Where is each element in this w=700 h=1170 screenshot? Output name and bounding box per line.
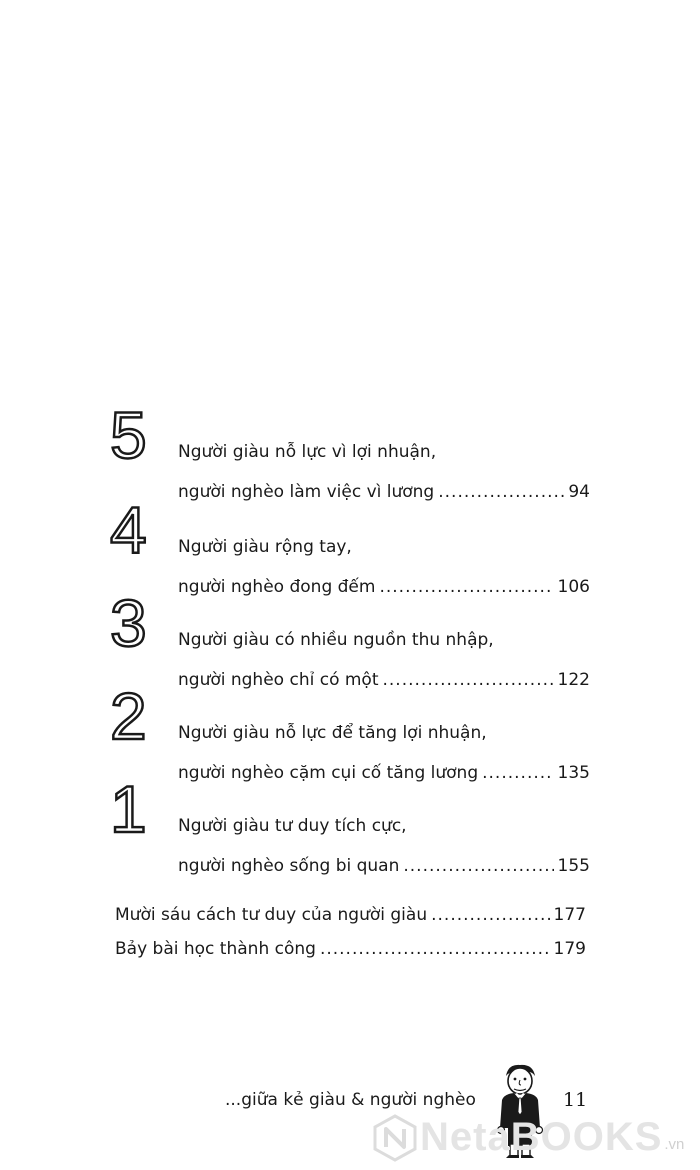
chapter-number: 2 (110, 679, 147, 753)
entry-title-text: người nghèo làm việc vì lương (178, 482, 435, 502)
watermark-logo-icon (370, 1113, 420, 1163)
toc-entry-4 (110, 493, 590, 597)
entry-title-text: người nghèo sống bi quan (178, 856, 400, 876)
page-ref: 177 (553, 905, 586, 925)
chapter-number: 5 (110, 398, 147, 472)
page-ref: 179 (553, 939, 586, 959)
leader-dots (431, 905, 549, 925)
page-ref: 94 (568, 482, 590, 502)
entry-title-text: người nghèo cặm cụi cố tăng lương (178, 763, 479, 783)
page-ref: 155 (557, 856, 590, 876)
page-ref: 106 (557, 577, 590, 597)
entry-title-line1: Người giàu rộng tay, (178, 537, 352, 557)
entry-title-line1: Người giàu tư duy tích cực, (178, 816, 407, 836)
page-ref: 122 (557, 670, 590, 690)
leader-dots (320, 939, 550, 959)
entry-title-line1: Người giàu có nhiều nguồn thu nhập, (178, 630, 494, 650)
chapter-number: 3 (110, 586, 147, 660)
chapter-number: 4 (110, 493, 147, 567)
chapter-number: 1 (110, 772, 147, 846)
page-ref: 135 (557, 763, 590, 783)
extra-title: Mười sáu cách tư duy của người giàu (115, 905, 428, 925)
toc-entry-5 (110, 398, 590, 502)
entry-title-text: người nghèo đong đếm (178, 577, 376, 597)
toc-extra-entry (115, 939, 586, 959)
entry-title-line2 (178, 856, 590, 876)
toc-extra-entry (115, 905, 586, 925)
watermark-suffix: .vn (664, 1136, 685, 1153)
watermark (370, 1110, 700, 1165)
page-number: 11 (563, 1089, 588, 1111)
watermark-brand: NetaBOOKS (420, 1115, 663, 1159)
leader-dots (403, 856, 553, 876)
entry-title-text: người nghèo chỉ có một (178, 670, 379, 690)
running-footer-title: ...giữa kẻ giàu & người nghèo (225, 1090, 476, 1110)
entry-title-line1: Người giàu nỗ lực để tăng lợi nhuận, (178, 723, 487, 743)
entry-title-line1: Người giàu nỗ lực vì lợi nhuận, (178, 442, 437, 462)
extra-title: Bảy bài học thành công (115, 939, 316, 959)
